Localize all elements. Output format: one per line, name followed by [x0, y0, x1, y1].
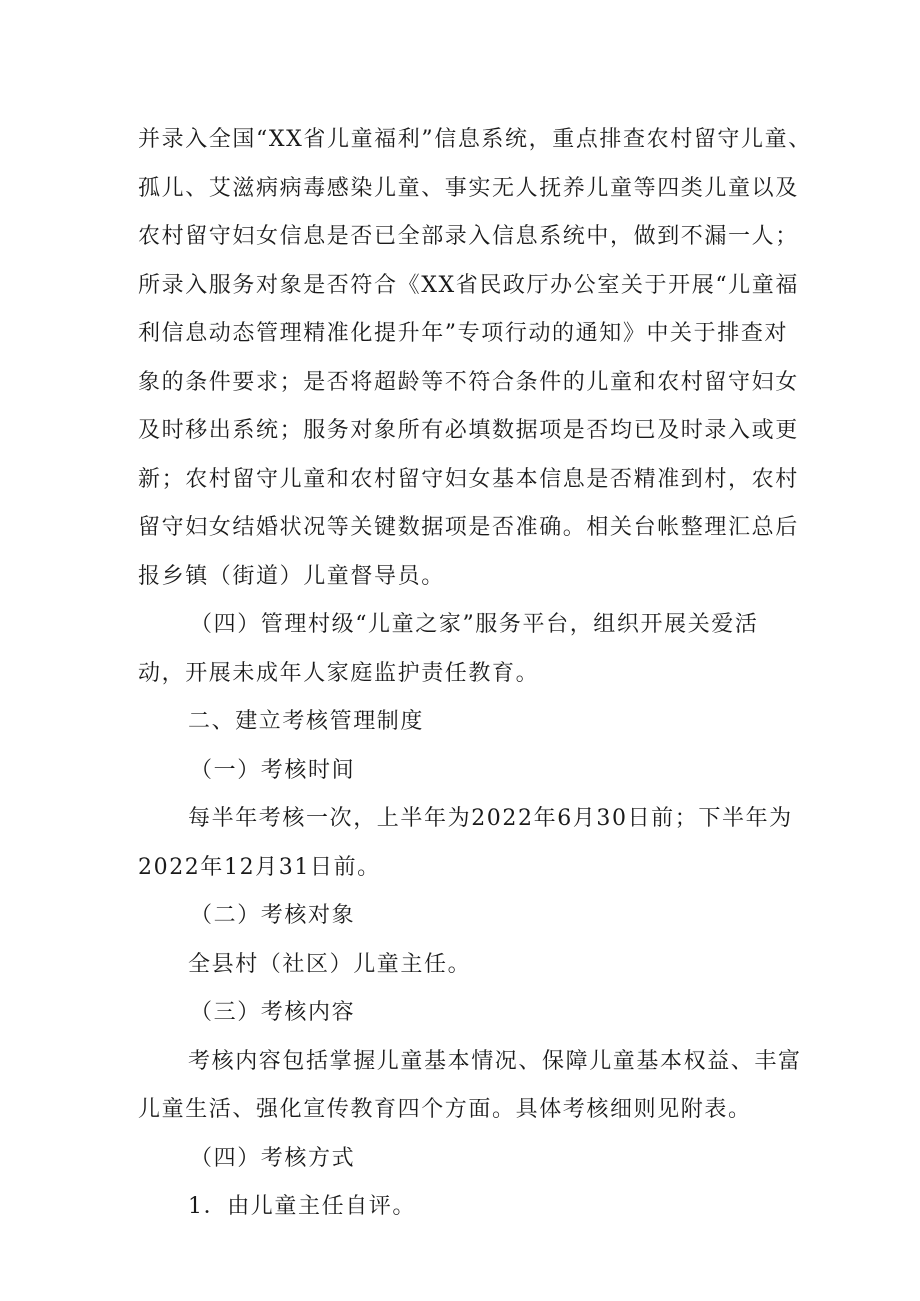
subsection-heading: （四）考核方式 [190, 1146, 356, 1171]
paragraph-line: 利信息动态管理精准化提升年”专项行动的通知》中关于排查对 [138, 321, 789, 346]
subsection-heading: （二）考核对象 [190, 903, 356, 928]
subsection-heading: （一）考核时间 [190, 758, 356, 783]
section-heading: 二、建立考核管理制度 [188, 709, 425, 734]
paragraph-line: 象的条件要求；是否将超龄等不符合条件的儿童和农村留守妇女 [138, 370, 799, 395]
subsection-heading: （三）考核内容 [190, 1000, 356, 1025]
paragraph-line: 新；农村留守儿童和农村留守妇女基本信息是否精准到村，农村 [138, 467, 799, 492]
paragraph-line: 儿童生活、强化宣传教育四个方面。具体考核细则见附表。 [138, 1097, 752, 1122]
paragraph-line: 并录入全国“XX省儿童福利”信息系统，重点排查农村留守儿童、 [138, 127, 812, 152]
paragraph-line: 孤儿、艾滋病病毒感染儿童、事实无人抚养儿童等四类儿童以及 [138, 176, 799, 201]
list-item: 1．由儿童主任自评。 [188, 1194, 416, 1219]
paragraph-line: 每半年考核一次，上半年为2022年6月30日前；下半年为 [188, 806, 793, 831]
paragraph-line: 考核内容包括掌握儿童基本情况、保障儿童基本权益、丰富 [188, 1049, 802, 1074]
paragraph-line: 留守妇女结婚状况等关键数据项是否准确。相关台帐整理汇总后 [138, 515, 799, 540]
paragraph-line: 及时移出系统；服务对象所有必填数据项是否均已及时录入或更 [138, 418, 799, 443]
paragraph-line: 全县村（社区）儿童主任。 [188, 952, 472, 977]
paragraph-line: 农村留守妇女信息是否已全部录入信息系统中，做到不漏一人； [138, 224, 799, 249]
paragraph-line: 报乡镇（街道）儿童督导员。 [138, 564, 445, 589]
paragraph-line: 2022年12月31日前。 [138, 855, 381, 880]
paragraph-line: 动，开展未成年人家庭监护责任教育。 [138, 661, 540, 686]
paragraph-line: 所录入服务对象是否符合《XX省民政厅办公室关于开展“儿童福 [138, 273, 799, 298]
paragraph-line: （四）管理村级“儿童之家”服务平台，组织开展关爱活 [190, 612, 759, 637]
